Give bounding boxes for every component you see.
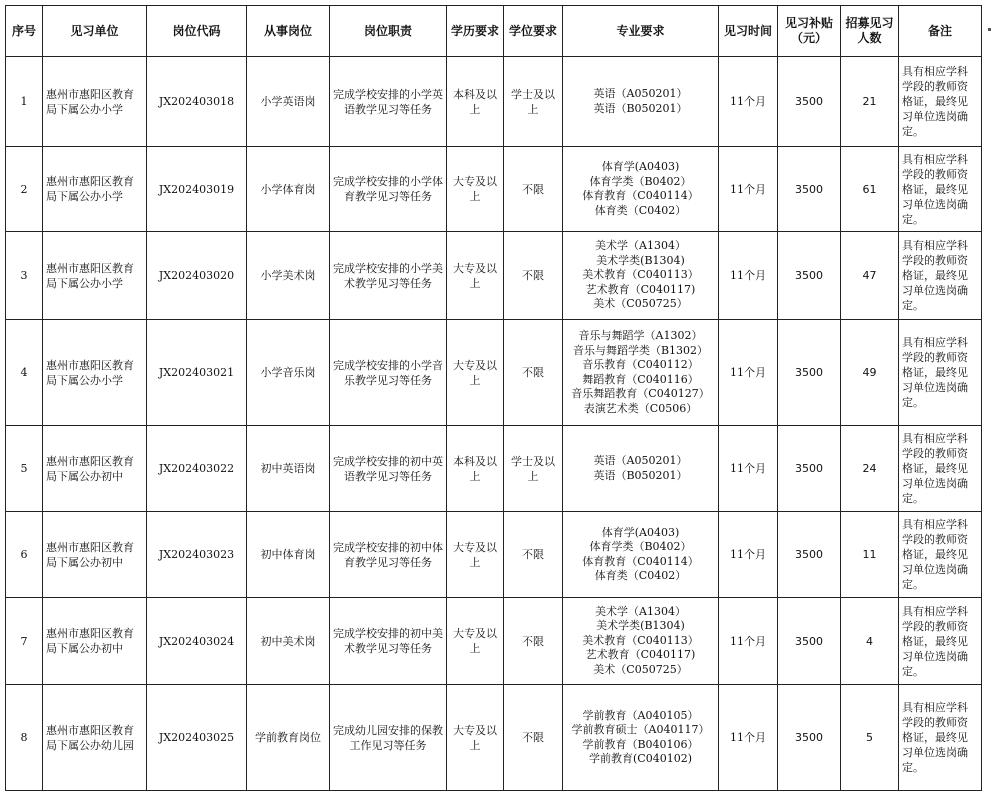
cell-duration: 11个月 bbox=[719, 598, 778, 685]
major-item: 体育学类（B0402） bbox=[589, 540, 692, 553]
cell-note: 具有相应学科学段的教师资格证，最终见习单位选岗确定。 bbox=[899, 232, 982, 320]
header-degree: 学位要求 bbox=[504, 6, 563, 57]
major-item: 体育教育（C040114） bbox=[582, 189, 699, 202]
cell-subsidy: 3500 bbox=[778, 147, 841, 232]
major-item: 英语（A050201） bbox=[593, 87, 688, 100]
major-item: 体育学(A0403) bbox=[601, 525, 680, 539]
header-unit: 见习单位 bbox=[43, 6, 147, 57]
header-seq: 序号 bbox=[6, 6, 43, 57]
header-education: 学历要求 bbox=[447, 6, 504, 57]
major-item: 美术学类(B1304) bbox=[596, 253, 685, 267]
major-item: 体育学(A0403) bbox=[601, 160, 680, 173]
cell-duty: 完成学校安排的初中英语教学见习等任务 bbox=[330, 426, 447, 512]
internship-positions-table bbox=[5, 5, 982, 791]
major-item: 体育类（C0402） bbox=[594, 203, 687, 217]
cell-seq: 1 bbox=[6, 57, 43, 147]
cell-duty: 完成学校安排的初中美术教学见习等任务 bbox=[330, 598, 447, 685]
cell-subsidy: 3500 bbox=[778, 512, 841, 598]
cell-subsidy: 3500 bbox=[778, 57, 841, 147]
major-item: 学前教育硕士（A040117） bbox=[571, 723, 710, 736]
cell-duration: 11个月 bbox=[719, 320, 778, 426]
major-item: 艺术教育（C040117) bbox=[585, 648, 696, 662]
cell-subsidy: 3500 bbox=[778, 320, 841, 426]
cell-major bbox=[563, 598, 719, 685]
cell-duration: 11个月 bbox=[719, 147, 778, 232]
cell-degree: 不限 bbox=[504, 512, 563, 598]
table-row bbox=[6, 598, 982, 685]
cell-code: JX202403021 bbox=[147, 320, 247, 426]
cell-degree: 不限 bbox=[504, 320, 563, 426]
cell-count: 61 bbox=[841, 147, 899, 232]
major-item: 舞蹈教育（C040116） bbox=[582, 372, 699, 386]
cell-major bbox=[563, 685, 719, 791]
cell-code: JX202403019 bbox=[147, 147, 247, 232]
cell-note: 具有相应学科学段的教师资格证，最终见习单位选岗确定。 bbox=[899, 320, 982, 426]
cell-note: 具有相应学科学段的教师资格证，最终见习单位选岗确定。 bbox=[899, 598, 982, 685]
cell-unit: 惠州市惠阳区教育局下属公办初中 bbox=[43, 426, 147, 512]
cell-seq: 2 bbox=[6, 147, 43, 232]
major-item: 英语（A050201） bbox=[593, 454, 688, 467]
header-count: 招募见习人数 bbox=[841, 6, 899, 57]
cell-position: 小学音乐岗 bbox=[247, 320, 330, 426]
cell-major bbox=[563, 232, 719, 320]
cell-duty: 完成幼儿园安排的保教工作见习等任务 bbox=[330, 685, 447, 791]
cell-seq: 6 bbox=[6, 512, 43, 598]
cell-seq: 5 bbox=[6, 426, 43, 512]
cell-code: JX202403023 bbox=[147, 512, 247, 598]
table-row bbox=[6, 147, 982, 232]
major-item: 体育类（C0402） bbox=[594, 569, 687, 582]
table-row bbox=[6, 512, 982, 598]
cell-degree: 不限 bbox=[504, 598, 563, 685]
cell-duration: 11个月 bbox=[719, 512, 778, 598]
header-note: 备注 bbox=[899, 6, 982, 57]
cell-duration: 11个月 bbox=[719, 57, 778, 147]
cell-code: JX202403018 bbox=[147, 57, 247, 147]
cell-duration: 11个月 bbox=[719, 685, 778, 791]
major-item: 英语（B050201） bbox=[593, 468, 688, 482]
major-item: 学前教育（B040106） bbox=[582, 737, 699, 751]
major-item: 学前教育（A040105） bbox=[582, 708, 699, 722]
header-duration: 见习时间 bbox=[719, 6, 778, 57]
major-item: 艺术教育（C040117) bbox=[585, 282, 696, 296]
major-item: 美术学（A1304） bbox=[595, 604, 686, 618]
major-item: 英语（B050201） bbox=[593, 101, 688, 115]
cell-subsidy: 3500 bbox=[778, 685, 841, 791]
cell-unit: 惠州市惠阳区教育局下属公办幼儿园 bbox=[43, 685, 147, 791]
major-item: 美术（C050725） bbox=[593, 662, 688, 676]
major-item: 体育教育（C040114） bbox=[582, 554, 699, 568]
header-major: 专业要求 bbox=[563, 6, 719, 57]
cell-education: 大专及以上 bbox=[447, 232, 504, 320]
cell-code: JX202403022 bbox=[147, 426, 247, 512]
cell-position: 初中美术岗 bbox=[247, 598, 330, 685]
table-row bbox=[6, 320, 982, 426]
cell-duty: 完成学校安排的小学体育教学见习等任务 bbox=[330, 147, 447, 232]
cell-code: JX202403025 bbox=[147, 685, 247, 791]
cell-count: 24 bbox=[841, 426, 899, 512]
major-item: 音乐与舞蹈学类（B1302） bbox=[572, 343, 709, 357]
major-item: 美术学类(B1304) bbox=[596, 619, 685, 633]
cell-duration: 11个月 bbox=[719, 232, 778, 320]
major-item: 美术（C050725） bbox=[593, 297, 688, 311]
cell-note: 具有相应学科学段的教师资格证，最终见习单位选岗确定。 bbox=[899, 147, 982, 232]
cell-degree: 学士及以上 bbox=[504, 57, 563, 147]
cell-duty: 完成学校安排的小学音乐教学见习等任务 bbox=[330, 320, 447, 426]
cell-education: 本科及以上 bbox=[447, 57, 504, 147]
cell-degree: 学士及以上 bbox=[504, 426, 563, 512]
cell-subsidy: 3500 bbox=[778, 232, 841, 320]
cell-position: 小学美术岗 bbox=[247, 232, 330, 320]
cell-position: 初中英语岗 bbox=[247, 426, 330, 512]
cell-education: 大专及以上 bbox=[447, 147, 504, 232]
cell-count: 5 bbox=[841, 685, 899, 791]
major-item: 美术教育（C040113） bbox=[582, 633, 699, 647]
cell-note: 具有相应学科学段的教师资格证，最终见习单位选岗确定。 bbox=[899, 685, 982, 791]
cell-code: JX202403024 bbox=[147, 598, 247, 685]
cell-count: 21 bbox=[841, 57, 899, 147]
cell-position: 初中体育岗 bbox=[247, 512, 330, 598]
table-row bbox=[6, 57, 982, 147]
cell-education: 大专及以上 bbox=[447, 598, 504, 685]
cell-major bbox=[563, 426, 719, 512]
header-code: 岗位代码 bbox=[147, 6, 247, 57]
major-item: 表演艺术类（C0506） bbox=[583, 401, 698, 415]
cell-major bbox=[563, 147, 719, 232]
header-duty: 岗位职责 bbox=[330, 6, 447, 57]
cell-seq: 8 bbox=[6, 685, 43, 791]
cell-major bbox=[563, 512, 719, 598]
cell-note: 具有相应学科学段的教师资格证，最终见习单位选岗确定。 bbox=[899, 426, 982, 512]
cell-count: 11 bbox=[841, 512, 899, 598]
cell-position: 学前教育岗位 bbox=[247, 685, 330, 791]
cell-seq: 7 bbox=[6, 598, 43, 685]
table-row bbox=[6, 232, 982, 320]
cell-count: 49 bbox=[841, 320, 899, 426]
table-row bbox=[6, 426, 982, 512]
major-item: 体育学类（B0402） bbox=[589, 174, 692, 188]
cell-unit: 惠州市惠阳区教育局下属公办初中 bbox=[43, 598, 147, 685]
cell-seq: 4 bbox=[6, 320, 43, 426]
cell-position: 小学英语岗 bbox=[247, 57, 330, 147]
major-item: 音乐舞蹈教育（C040127） bbox=[571, 387, 710, 400]
cell-education: 大专及以上 bbox=[447, 512, 504, 598]
cell-unit: 惠州市惠阳区教育局下属公办小学 bbox=[43, 147, 147, 232]
cell-degree: 不限 bbox=[504, 685, 563, 791]
cell-note: 具有相应学科学段的教师资格证，最终见习单位选岗确定。 bbox=[899, 512, 982, 598]
cell-unit: 惠州市惠阳区教育局下属公办小学 bbox=[43, 57, 147, 147]
cell-position: 小学体育岗 bbox=[247, 147, 330, 232]
cell-major bbox=[563, 320, 719, 426]
cell-duty: 完成学校安排的初中体育教学见习等任务 bbox=[330, 512, 447, 598]
major-item: 学前教育(C040102) bbox=[589, 752, 692, 765]
table-row bbox=[6, 685, 982, 791]
cell-note: 具有相应学科学段的教师资格证，最终见习单位选岗确定。 bbox=[899, 57, 982, 147]
header-subsidy: 见习补贴（元） bbox=[778, 6, 841, 57]
cell-unit: 惠州市惠阳区教育局下属公办初中 bbox=[43, 512, 147, 598]
major-item: 音乐与舞蹈学（A1302） bbox=[578, 329, 703, 342]
cell-unit: 惠州市惠阳区教育局下属公办小学 bbox=[43, 320, 147, 426]
cell-code: JX202403020 bbox=[147, 232, 247, 320]
cell-education: 大专及以上 bbox=[447, 685, 504, 791]
cell-degree: 不限 bbox=[504, 147, 563, 232]
cell-duty: 完成学校安排的小学英语教学见习等任务 bbox=[330, 57, 447, 147]
major-item: 美术教育（C040113） bbox=[582, 268, 699, 282]
header-position: 从事岗位 bbox=[247, 6, 330, 57]
cell-education: 本科及以上 bbox=[447, 426, 504, 512]
cell-unit: 惠州市惠阳区教育局下属公办小学 bbox=[43, 232, 147, 320]
cell-count: 4 bbox=[841, 598, 899, 685]
cell-duty: 完成学校安排的小学美术教学见习等任务 bbox=[330, 232, 447, 320]
cell-count: 47 bbox=[841, 232, 899, 320]
table-body bbox=[6, 57, 982, 791]
cell-subsidy: 3500 bbox=[778, 598, 841, 685]
cell-degree: 不限 bbox=[504, 232, 563, 320]
cell-duration: 11个月 bbox=[719, 426, 778, 512]
cell-seq: 3 bbox=[6, 232, 43, 320]
header-row bbox=[6, 6, 982, 57]
cell-subsidy: 3500 bbox=[778, 426, 841, 512]
cell-major bbox=[563, 57, 719, 147]
major-item: 音乐教育（C040112） bbox=[582, 358, 699, 371]
major-item: 美术学（A1304） bbox=[595, 239, 686, 253]
page-edge-mark bbox=[988, 28, 991, 31]
cell-education: 大专及以上 bbox=[447, 320, 504, 426]
